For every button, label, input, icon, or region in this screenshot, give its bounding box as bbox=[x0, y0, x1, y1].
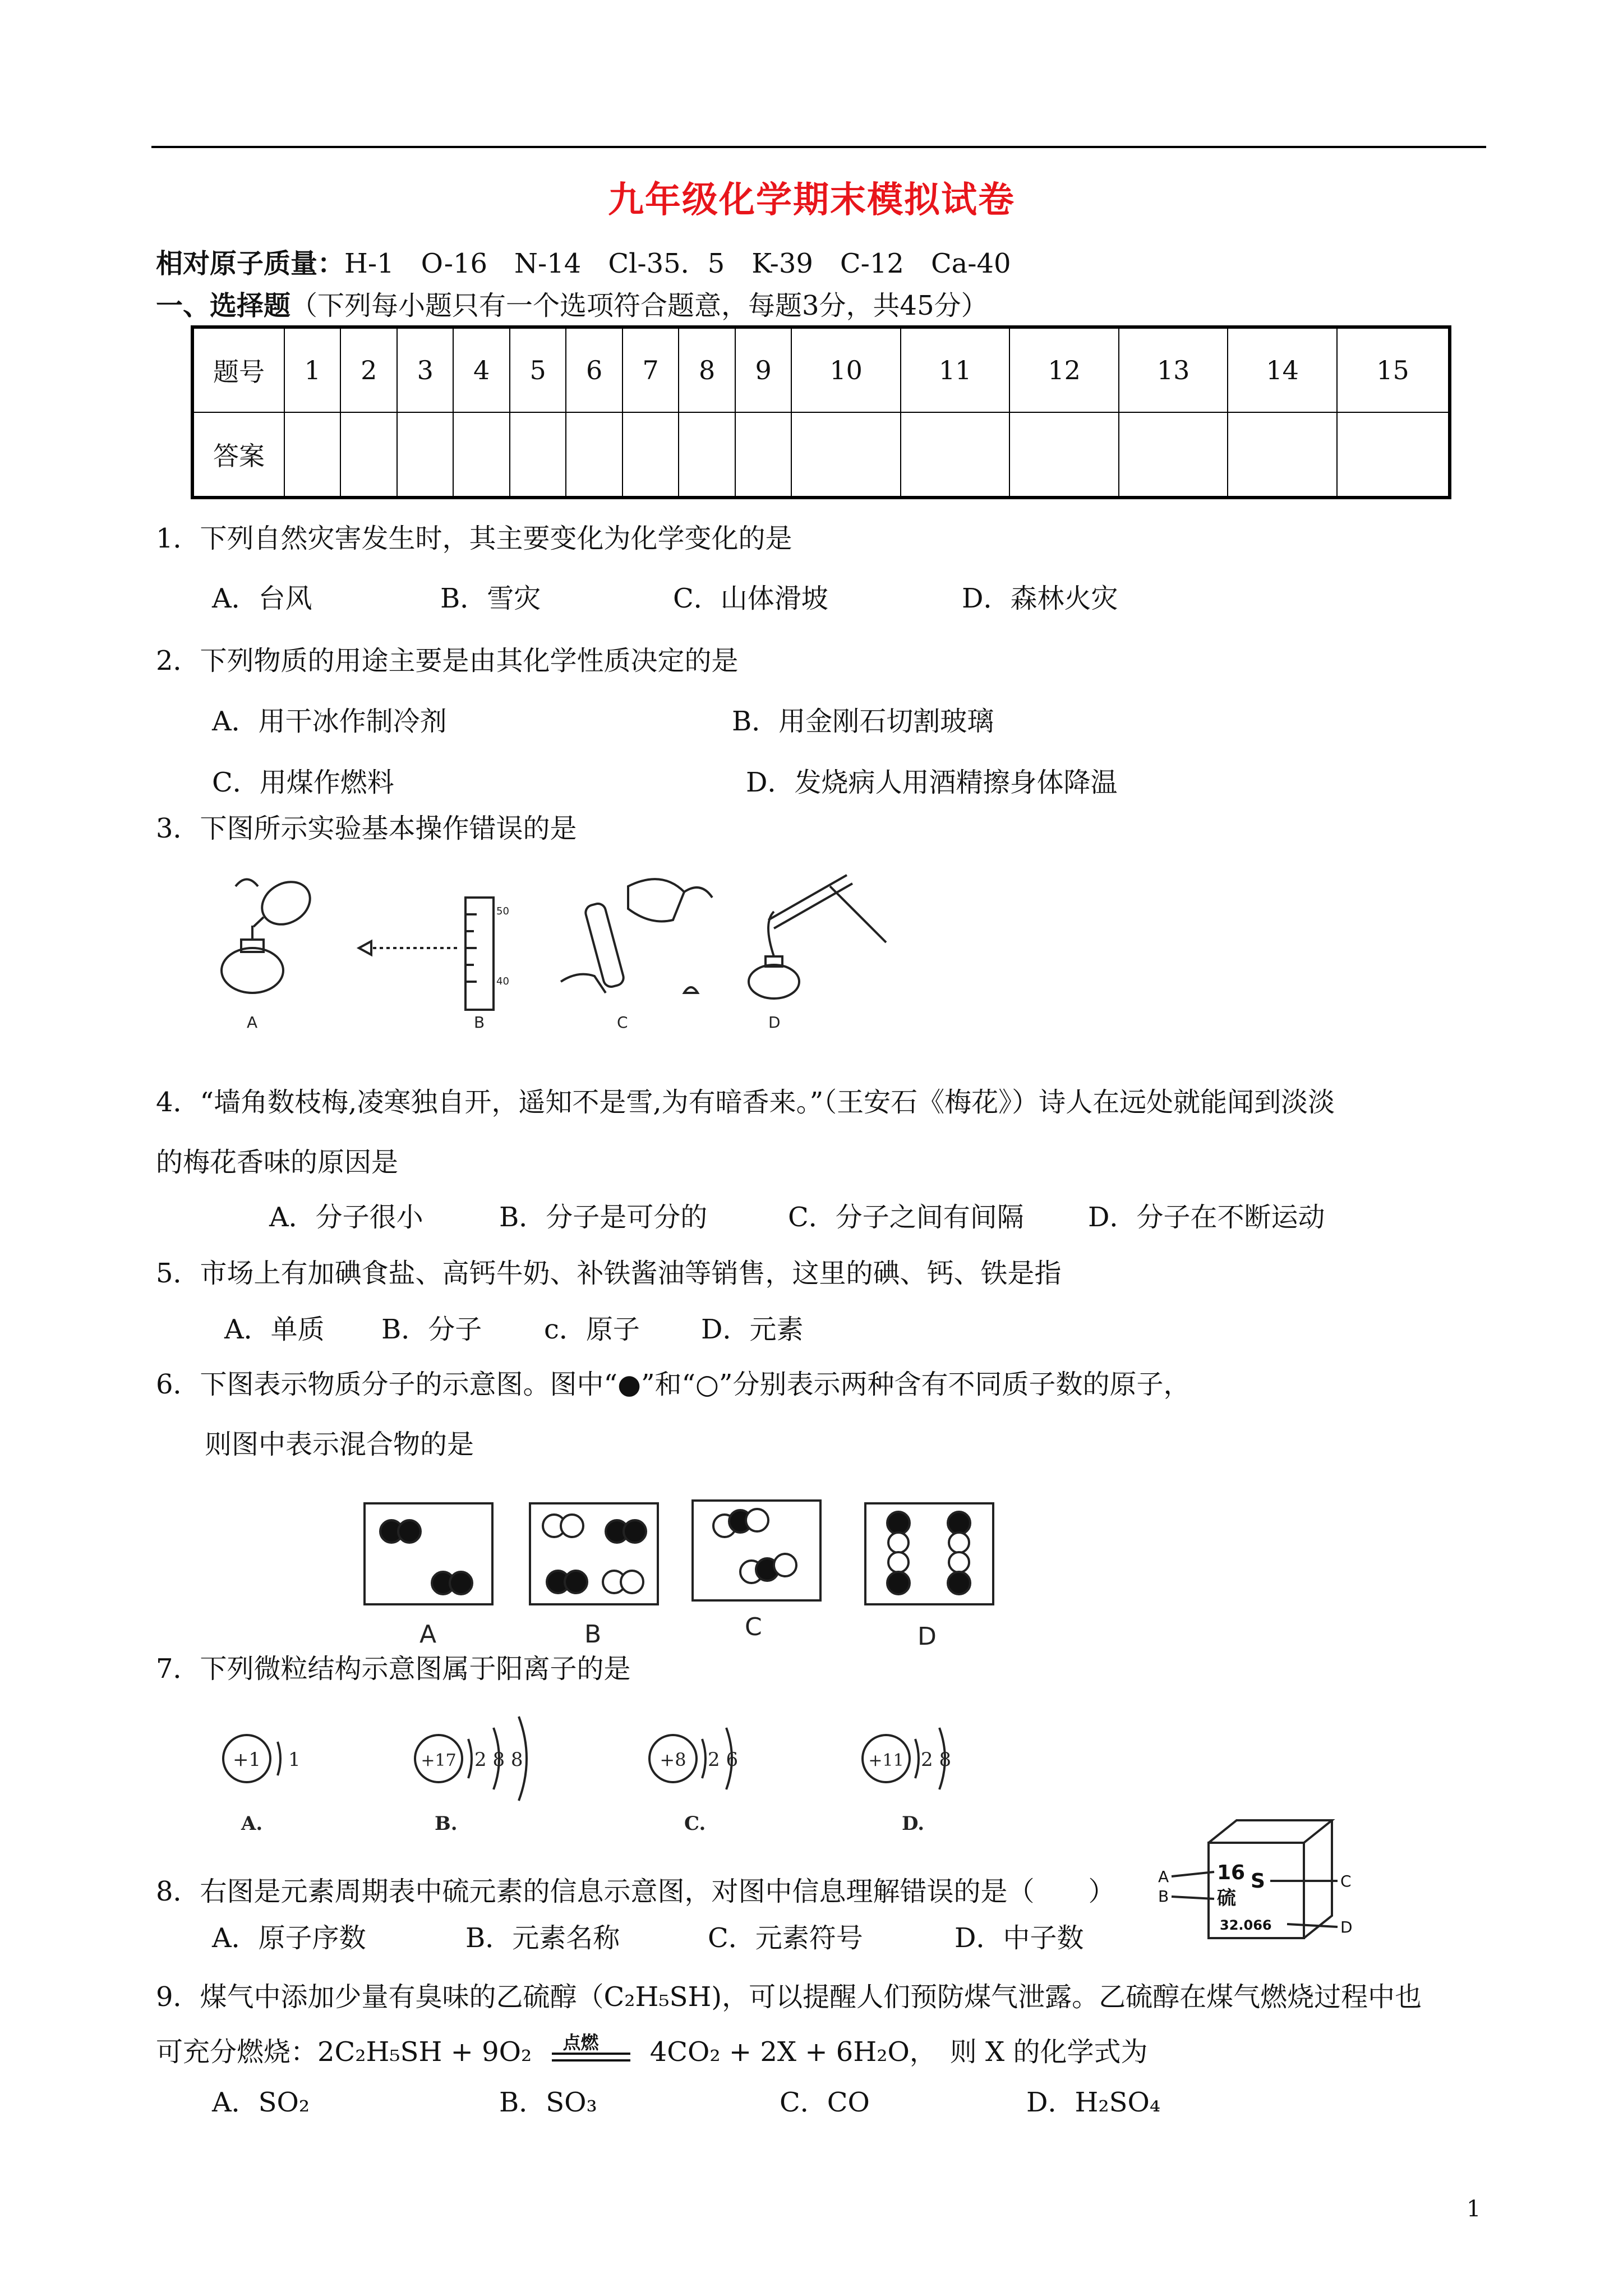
q4-option-c: C．分子之间有间隔 bbox=[788, 1202, 1024, 1233]
question-number-cell: 2 bbox=[340, 327, 396, 412]
molecule-label-b: B bbox=[584, 1620, 602, 1649]
sulfur-element-card bbox=[1158, 1809, 1360, 1955]
answer-cell[interactable] bbox=[901, 412, 1010, 498]
q1-option-b: B．雪灾 bbox=[440, 583, 541, 614]
atom-c-shells: 2 6 bbox=[708, 1749, 739, 1771]
question-4-stem-line1: 4．“墙角数枝梅,凌寒独自开，遥知不是雪,为有暗香来。”（王安石《梅花》）诗人在远处就能闻到淡淡 bbox=[156, 1087, 1335, 1118]
answer-cell[interactable] bbox=[679, 412, 735, 498]
atom-a-shells: 1 bbox=[288, 1749, 301, 1771]
pointer-c-label: C bbox=[1340, 1872, 1352, 1890]
question-6-stem-line2: 则图中表示混合物的是 bbox=[205, 1429, 474, 1460]
lab-label-b: B bbox=[474, 1013, 485, 1032]
q8-option-c: C．元素符号 bbox=[708, 1922, 863, 1954]
lab-figure-d bbox=[749, 875, 886, 1032]
q1-option-d: D．森林火灾 bbox=[962, 583, 1118, 614]
pointer-b-label: B bbox=[1158, 1887, 1169, 1906]
question-number-cell: 5 bbox=[510, 327, 566, 412]
question-1-stem: 1．下列自然灾害发生时，其主要变化为化学变化的是 bbox=[156, 523, 792, 554]
atom-c-nucleus: +8 bbox=[660, 1749, 686, 1770]
question-3-stem: 3．下图所示实验基本操作错误的是 bbox=[156, 813, 577, 844]
question-number-cell: 13 bbox=[1119, 327, 1228, 412]
answer-cell[interactable] bbox=[1337, 412, 1450, 498]
answer-cell[interactable] bbox=[1119, 412, 1228, 498]
question-7-stem: 7．下列微粒结构示意图属于阳离子的是 bbox=[156, 1653, 631, 1685]
atomic-mass-line bbox=[156, 247, 1011, 280]
answer-cell[interactable] bbox=[566, 412, 622, 498]
atom-d-nucleus: +11 bbox=[868, 1751, 904, 1770]
reaction-arrow bbox=[552, 2031, 630, 2068]
question-6-stem-line1: 6．下图表示物质分子的示意图。图中“●”和“○”分别表示两种含有不同质子数的原子， bbox=[156, 1369, 1191, 1400]
q5-option-c: c．原子 bbox=[544, 1314, 640, 1345]
q9-option-b: B．SO₃ bbox=[499, 2087, 597, 2118]
question-4-stem-line2: 的梅花香味的原因是 bbox=[156, 1147, 399, 1178]
section-title: 一、选择题 bbox=[156, 290, 291, 321]
row-label: 答案 bbox=[192, 412, 284, 498]
question-number-cell: 1 bbox=[284, 327, 340, 412]
q4-option-a: A．分子很小 bbox=[269, 1202, 423, 1233]
molecule-label-d: D bbox=[917, 1622, 937, 1651]
element-number: 16 bbox=[1217, 1861, 1246, 1884]
pointer-a-label: A bbox=[1158, 1867, 1169, 1886]
answer-cell[interactable] bbox=[1009, 412, 1119, 498]
question-number-cell: 6 bbox=[566, 327, 622, 412]
answer-table bbox=[191, 325, 1451, 499]
table-row bbox=[192, 412, 1450, 498]
q5-option-d: D．元素 bbox=[701, 1314, 804, 1345]
page-number: 1 bbox=[1467, 2196, 1481, 2222]
answer-cell[interactable] bbox=[284, 412, 340, 498]
element-mass: 32.066 bbox=[1220, 1917, 1272, 1933]
atom-d-label: D. bbox=[902, 1812, 925, 1835]
section-heading bbox=[156, 289, 988, 323]
q8-option-a: A．原子序数 bbox=[212, 1922, 366, 1954]
page-title: 九年级化学期末模拟试卷 bbox=[608, 179, 1015, 221]
table-row bbox=[192, 327, 1450, 412]
q9-option-c: C．CO bbox=[780, 2087, 870, 2118]
atom-c-label: C. bbox=[684, 1812, 706, 1835]
lab-label-a: A bbox=[247, 1013, 258, 1032]
question-number-cell: 3 bbox=[397, 327, 453, 412]
question-number-cell: 12 bbox=[1009, 327, 1119, 412]
question-number-cell: 15 bbox=[1337, 327, 1450, 412]
lab-figure-b bbox=[359, 898, 509, 1032]
q9-option-a: A．SO₂ bbox=[212, 2087, 310, 2118]
atom-b-label: B. bbox=[435, 1812, 458, 1835]
lab-label-c: C bbox=[617, 1013, 628, 1032]
q2-option-a: A．用干冰作制冷剂 bbox=[212, 706, 447, 737]
lab-figure-a bbox=[222, 873, 317, 1032]
element-symbol: S bbox=[1251, 1870, 1265, 1893]
question-9-line1: 9．煤气中添加少量有臭味的乙硫醇（C₂H₅SH)，可以提醒人们预防煤气泄露。乙硫醇在煤气燃烧过程中也 bbox=[156, 1981, 1422, 2013]
scale-top: 50 bbox=[496, 905, 509, 917]
question-2-stem: 2．下列物质的用途主要是由其化学性质决定的是 bbox=[156, 645, 739, 677]
answer-cell[interactable] bbox=[453, 412, 509, 498]
atom-b-shells: 2 8 8 bbox=[474, 1749, 523, 1771]
lab-figure-c bbox=[561, 879, 712, 1032]
q1-option-c: C．山体滑坡 bbox=[673, 583, 828, 614]
atom-a-nucleus: +1 bbox=[232, 1749, 261, 1771]
question-number-cell: 9 bbox=[735, 327, 791, 412]
answer-cell[interactable] bbox=[510, 412, 566, 498]
reaction-condition: 点燃 bbox=[562, 2031, 599, 2053]
question-number-cell: 11 bbox=[901, 327, 1010, 412]
element-name: 硫 bbox=[1217, 1887, 1236, 1910]
equation-reactants: 可充分燃烧：2C₂H₅SH + 9O₂ bbox=[156, 2036, 532, 2068]
equation-products: 4CO₂ + 2X + 6H₂O， 则 X 的化学式为 bbox=[649, 2036, 1148, 2068]
q4-option-d: D．分子在不断运动 bbox=[1088, 1202, 1325, 1233]
row-label: 题号 bbox=[192, 327, 284, 412]
atomic-mass-values: H-1 O-16 N-14 Cl-35．5 K-39 C-12 Ca-40 bbox=[344, 248, 1011, 279]
lab-operations-figure bbox=[202, 864, 897, 1032]
answer-cell[interactable] bbox=[735, 412, 791, 498]
question-number-cell: 8 bbox=[679, 327, 735, 412]
atom-d-shells: 2 8 bbox=[921, 1749, 952, 1771]
q5-option-a: A．单质 bbox=[224, 1314, 325, 1345]
question-number-cell: 14 bbox=[1228, 327, 1337, 412]
q8-option-d: D．中子数 bbox=[955, 1922, 1084, 1954]
header-rule bbox=[151, 146, 1486, 148]
molecule-label-a: A bbox=[419, 1620, 437, 1649]
q2-option-b: B．用金刚石切割玻璃 bbox=[732, 706, 994, 737]
answer-cell[interactable] bbox=[791, 412, 901, 498]
answer-cell[interactable] bbox=[340, 412, 396, 498]
atom-a-label: A. bbox=[241, 1812, 263, 1835]
section-note: （下列每小题只有一个选项符合题意，每题3分，共45分） bbox=[291, 290, 988, 321]
answer-cell[interactable] bbox=[397, 412, 453, 498]
question-number-cell: 10 bbox=[791, 327, 901, 412]
pointer-d-label: D bbox=[1340, 1918, 1353, 1936]
question-number-cell: 4 bbox=[453, 327, 509, 412]
answer-cell[interactable] bbox=[623, 412, 679, 498]
question-number-cell: 7 bbox=[623, 327, 679, 412]
q2-option-d: D．发烧病人用酒精擦身体降温 bbox=[746, 767, 1118, 798]
question-8-stem: 8．右图是元素周期表中硫元素的信息示意图，对图中信息理解错误的是（ ） bbox=[156, 1876, 1115, 1907]
question-9-equation bbox=[156, 2031, 1148, 2069]
scale-bottom: 40 bbox=[496, 976, 509, 987]
q2-option-c: C．用煤作燃料 bbox=[212, 767, 394, 798]
q1-option-a: A．台风 bbox=[212, 583, 312, 614]
atomic-mass-label: 相对原子质量： bbox=[156, 248, 345, 279]
lab-label-d: D bbox=[768, 1013, 781, 1032]
molecule-label-c: C bbox=[745, 1613, 762, 1641]
atom-b-nucleus: +17 bbox=[421, 1751, 457, 1770]
molecule-figure bbox=[359, 1498, 1021, 1655]
q4-option-b: B．分子是可分的 bbox=[499, 1202, 708, 1233]
q8-option-b: B．元素名称 bbox=[465, 1922, 620, 1954]
atom-structure-figure bbox=[219, 1705, 1015, 1851]
q9-option-d: D．H₂SO₄ bbox=[1026, 2087, 1161, 2118]
answer-cell[interactable] bbox=[1228, 412, 1337, 498]
q5-option-b: B．分子 bbox=[381, 1314, 482, 1345]
question-5-stem: 5．市场上有加碘食盐、高钙牛奶、补铁酱油等销售，这里的碘、钙、铁是指 bbox=[156, 1258, 1062, 1289]
